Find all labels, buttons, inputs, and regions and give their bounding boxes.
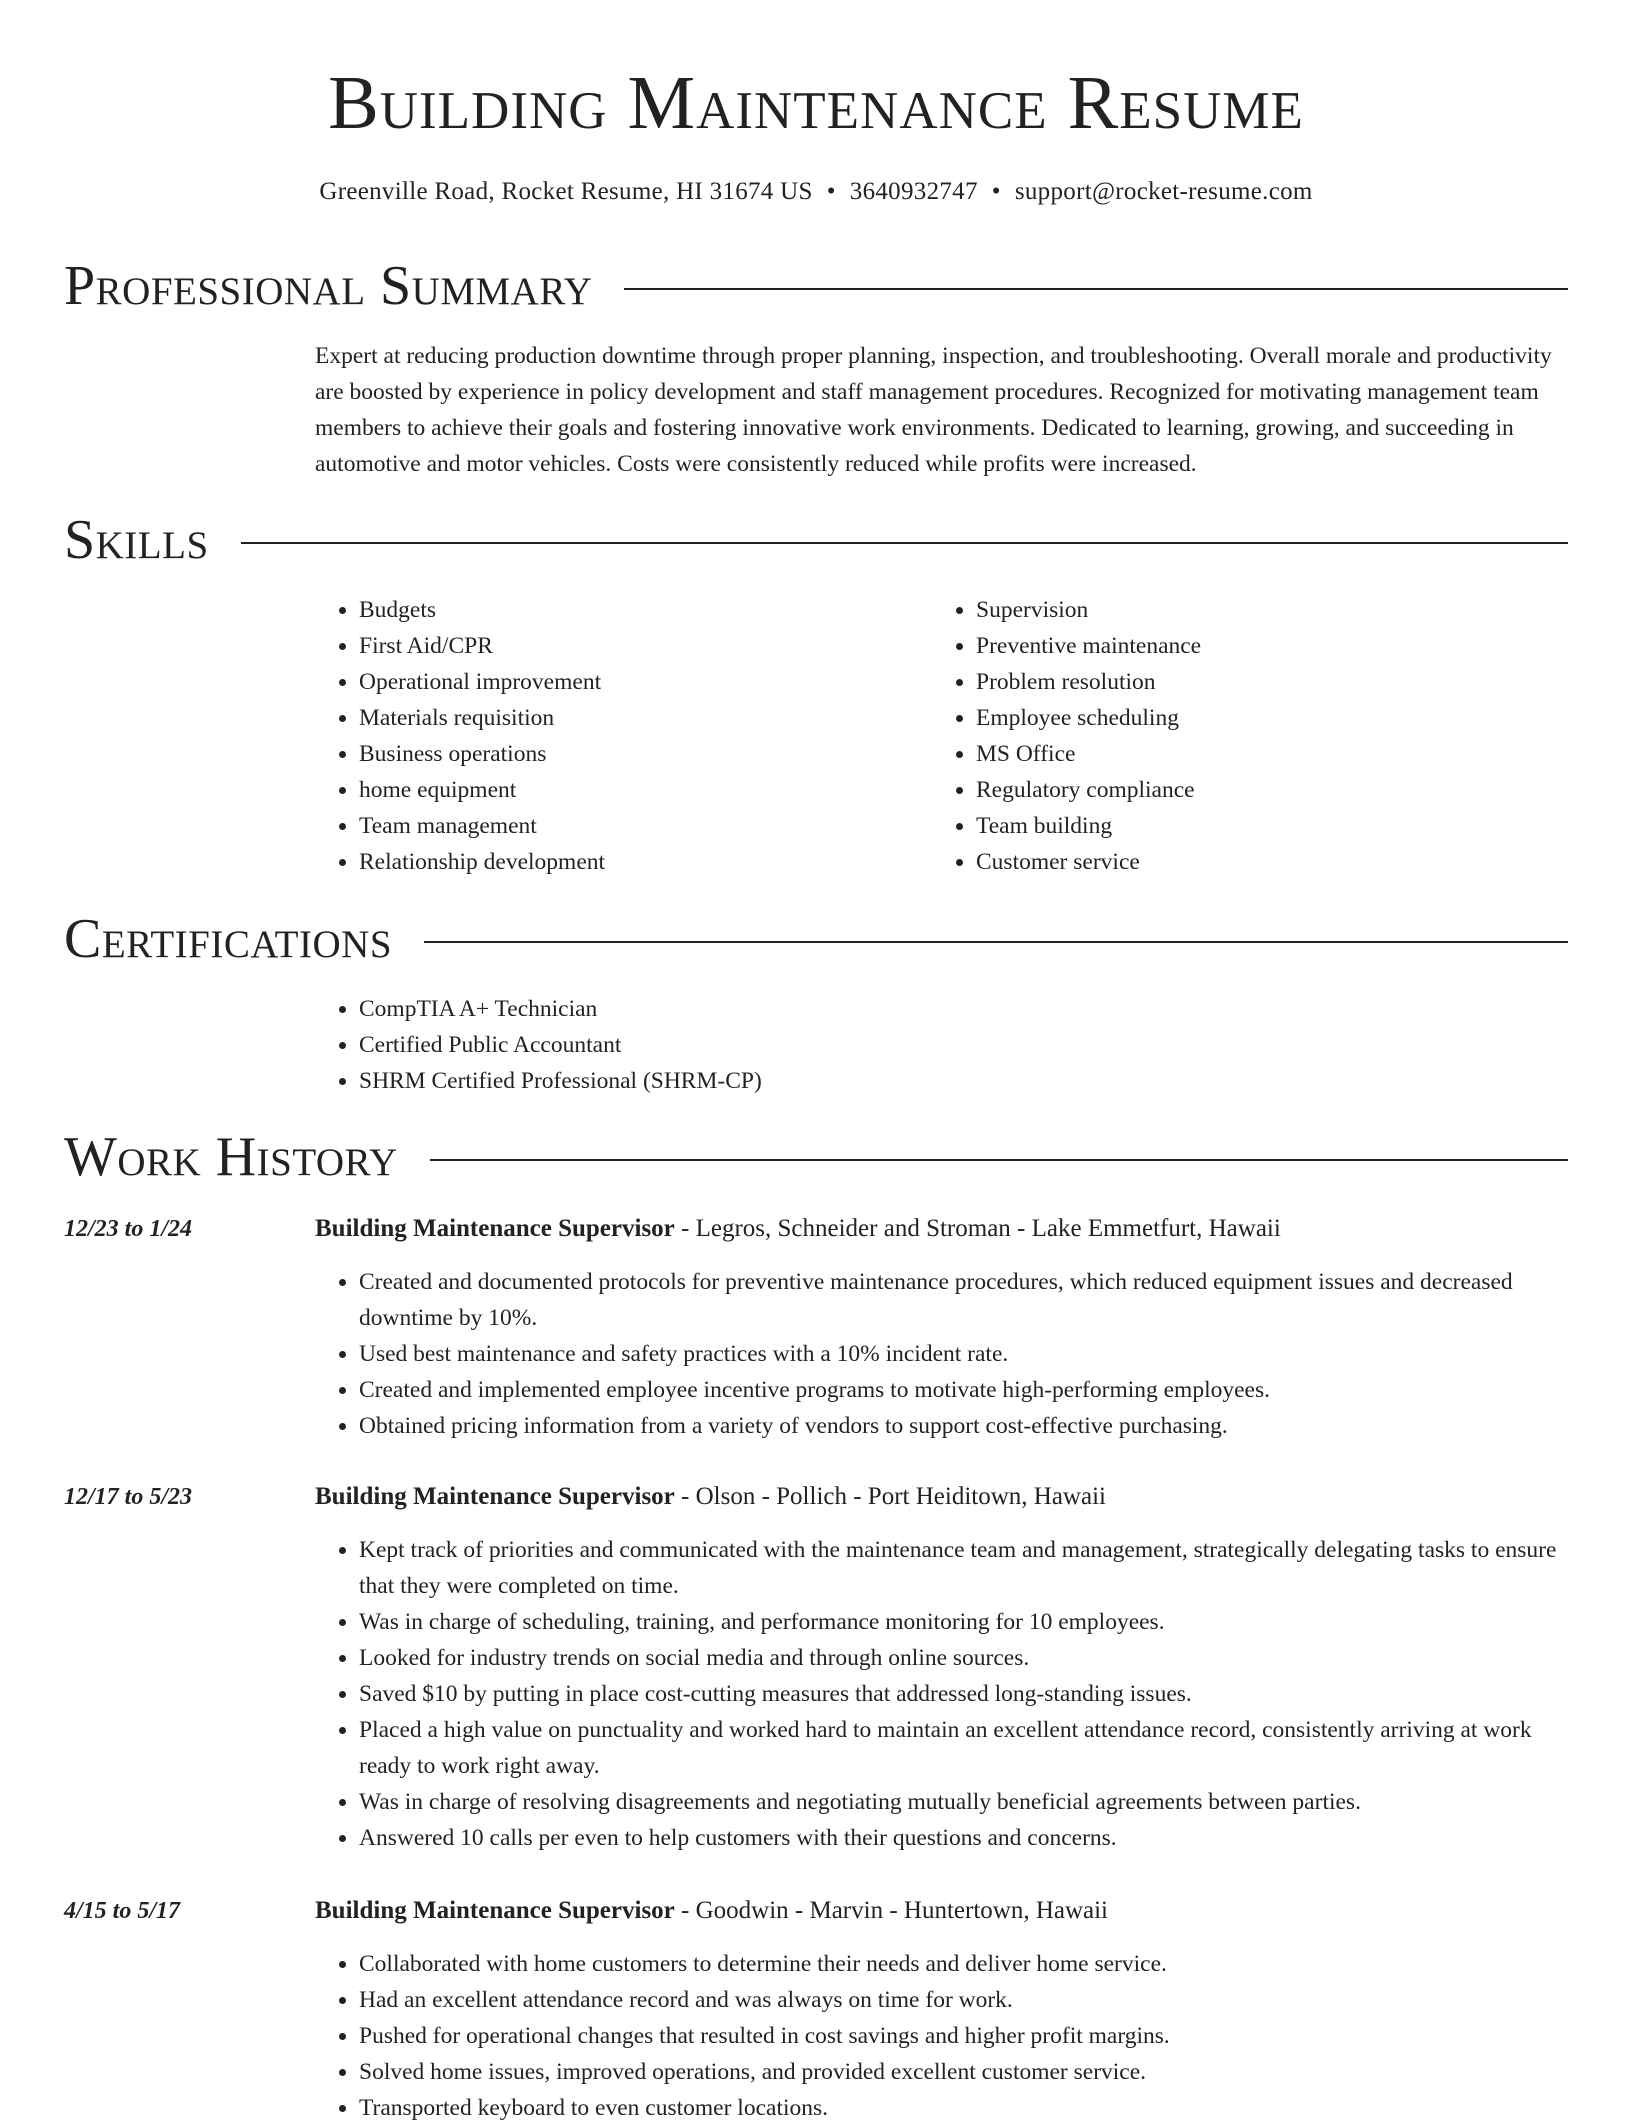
certification-item: • CompTIA A+ Technician [359, 991, 1315, 1027]
job-bullets [315, 1532, 1568, 1856]
skill-item: • First Aid/CPR [359, 628, 875, 664]
section-heading-summary: Professional Summary [64, 255, 593, 317]
skills-section-header [64, 508, 1568, 572]
job-bullet: • Kept track of priorities and communicated with the maintenance team and management, strategically delegating tasks to ensure that they were completed on time. [359, 1532, 1568, 1604]
job-bullet: • Obtained pricing information from a variety of vendors to support cost-effective purchasing. [359, 1408, 1568, 1444]
skill-item: • home equipment [359, 772, 875, 808]
job-bullet: • Collaborated with home customers to determine their needs and deliver home service. [359, 1946, 1568, 1982]
job-dates: 12/17 to 5/23 [64, 1484, 193, 1510]
certifications-block [315, 991, 1315, 1099]
section-divider [241, 542, 1568, 544]
skill-item: • MS Office [976, 736, 1492, 772]
certifications-list [315, 991, 1315, 1099]
job-bullet: • Had an excellent attendance record and was always on time for work. [359, 1982, 1568, 2018]
certifications-section-header [64, 907, 1568, 971]
job-heading [315, 1212, 1281, 1246]
job-bullet: • Was in charge of resolving disagreements and negotiating mutually beneficial agreements between parties. [359, 1784, 1568, 1820]
job-bullet: • Used best maintenance and safety practices with a 10% incident rate. [359, 1336, 1568, 1372]
job-dates: 4/15 to 5/17 [64, 1898, 181, 1924]
section-divider [424, 941, 1568, 943]
work-history-section-header [64, 1125, 1568, 1189]
job-description [315, 1264, 1568, 1444]
job-employer: - Olson - Pollich - Port Heiditown, Hawaii [674, 1483, 1106, 1510]
skill-item: • Business operations [359, 736, 875, 772]
section-divider [624, 288, 1568, 290]
skills-column-right [932, 592, 1492, 880]
skills-column-left [315, 592, 875, 880]
skill-item: • Materials requisition [359, 700, 875, 736]
job-bullets [315, 1264, 1568, 1444]
job-employer: - Goodwin - Marvin - Huntertown, Hawaii [674, 1897, 1109, 1924]
job-title: Building Maintenance Supervisor [315, 1215, 675, 1242]
section-divider [430, 1159, 1568, 1161]
job-bullet: • Looked for industry trends on social media and through online sources. [359, 1640, 1568, 1676]
skill-item: • Preventive maintenance [976, 628, 1492, 664]
skill-item: • Team building [976, 808, 1492, 844]
skill-item: • Regulatory compliance [976, 772, 1492, 808]
skill-item: • Relationship development [359, 844, 875, 880]
skill-item: • Employee scheduling [976, 700, 1492, 736]
job-bullet: • Solved home issues, improved operations, and provided excellent customer service. [359, 2054, 1568, 2090]
job-employer: - Legros, Schneider and Stroman - Lake Emmetfurt, Hawaii [674, 1215, 1281, 1242]
certification-item: • Certified Public Accountant [359, 1027, 1315, 1063]
job-title: Building Maintenance Supervisor [315, 1483, 675, 1510]
job-bullet: • Placed a high value on punctuality and worked hard to maintain an excellent attendance record, consistently arriving at work ready to work right away. [359, 1712, 1568, 1784]
job-bullet: • Transported keyboard to even customer locations. [359, 2090, 1568, 2126]
skill-item: • Budgets [359, 592, 875, 628]
contact-line [0, 176, 1632, 208]
section-heading-skills: Skills [64, 509, 209, 571]
skills-list-right [932, 592, 1492, 880]
summary-section-header [64, 254, 1568, 318]
job-bullet: • Saved $10 by putting in place cost-cutting measures that addressed long-standing issues. [359, 1676, 1568, 1712]
job-bullets [315, 1946, 1568, 2126]
skills-list-left [315, 592, 875, 880]
job-bullet: • Was in charge of scheduling, training, and performance monitoring for 10 employees. [359, 1604, 1568, 1640]
skill-item: • Problem resolution [976, 664, 1492, 700]
skill-item: • Supervision [976, 592, 1492, 628]
skill-item: • Customer service [976, 844, 1492, 880]
contact-address: Greenville Road, Rocket Resume, HI 31674 US [319, 178, 813, 205]
contact-separator: • [991, 178, 1001, 205]
contact-email: support@rocket-resume.com [1014, 178, 1313, 205]
job-bullet: • Created and documented protocols for preventive maintenance procedures, which reduced equipment issues and decreased downtime by 10%. [359, 1264, 1568, 1336]
section-heading-certifications: Certifications [64, 908, 393, 970]
job-dates: 12/23 to 1/24 [64, 1216, 193, 1242]
job-heading [315, 1480, 1106, 1514]
job-description [315, 1946, 1568, 2126]
contact-separator: • [826, 178, 836, 205]
contact-phone: 3640932747 [849, 178, 978, 205]
job-heading [315, 1894, 1108, 1928]
skill-item: • Team management [359, 808, 875, 844]
job-title: Building Maintenance Supervisor [315, 1897, 675, 1924]
resume-title: Building Maintenance Resume [328, 61, 1304, 145]
job-bullet: • Created and implemented employee incentive programs to motivate high-performing employees. [359, 1372, 1568, 1408]
job-description [315, 1532, 1568, 1856]
job-bullet: • Answered 10 calls per even to help customers with their questions and concerns. [359, 1820, 1568, 1856]
job-bullet: • Pushed for operational changes that resulted in cost savings and higher profit margins. [359, 2018, 1568, 2054]
summary-text: Expert at reducing production downtime through proper planning, inspection, and troubleshooting. Overall morale and productivity are boosted by experience in policy development and staff management procedures. Recognized for motivating management team members to achieve their goals and fostering innovative work environments. Dedicated to learning, growing, and succeeding in automotive and motor vehicles. Costs were consistently reduced while profits were increased. [315, 343, 1552, 477]
section-heading-work-history: Work History [64, 1126, 398, 1188]
skill-item: • Operational improvement [359, 664, 875, 700]
certification-item: • SHRM Certified Professional (SHRM-CP) [359, 1063, 1315, 1099]
